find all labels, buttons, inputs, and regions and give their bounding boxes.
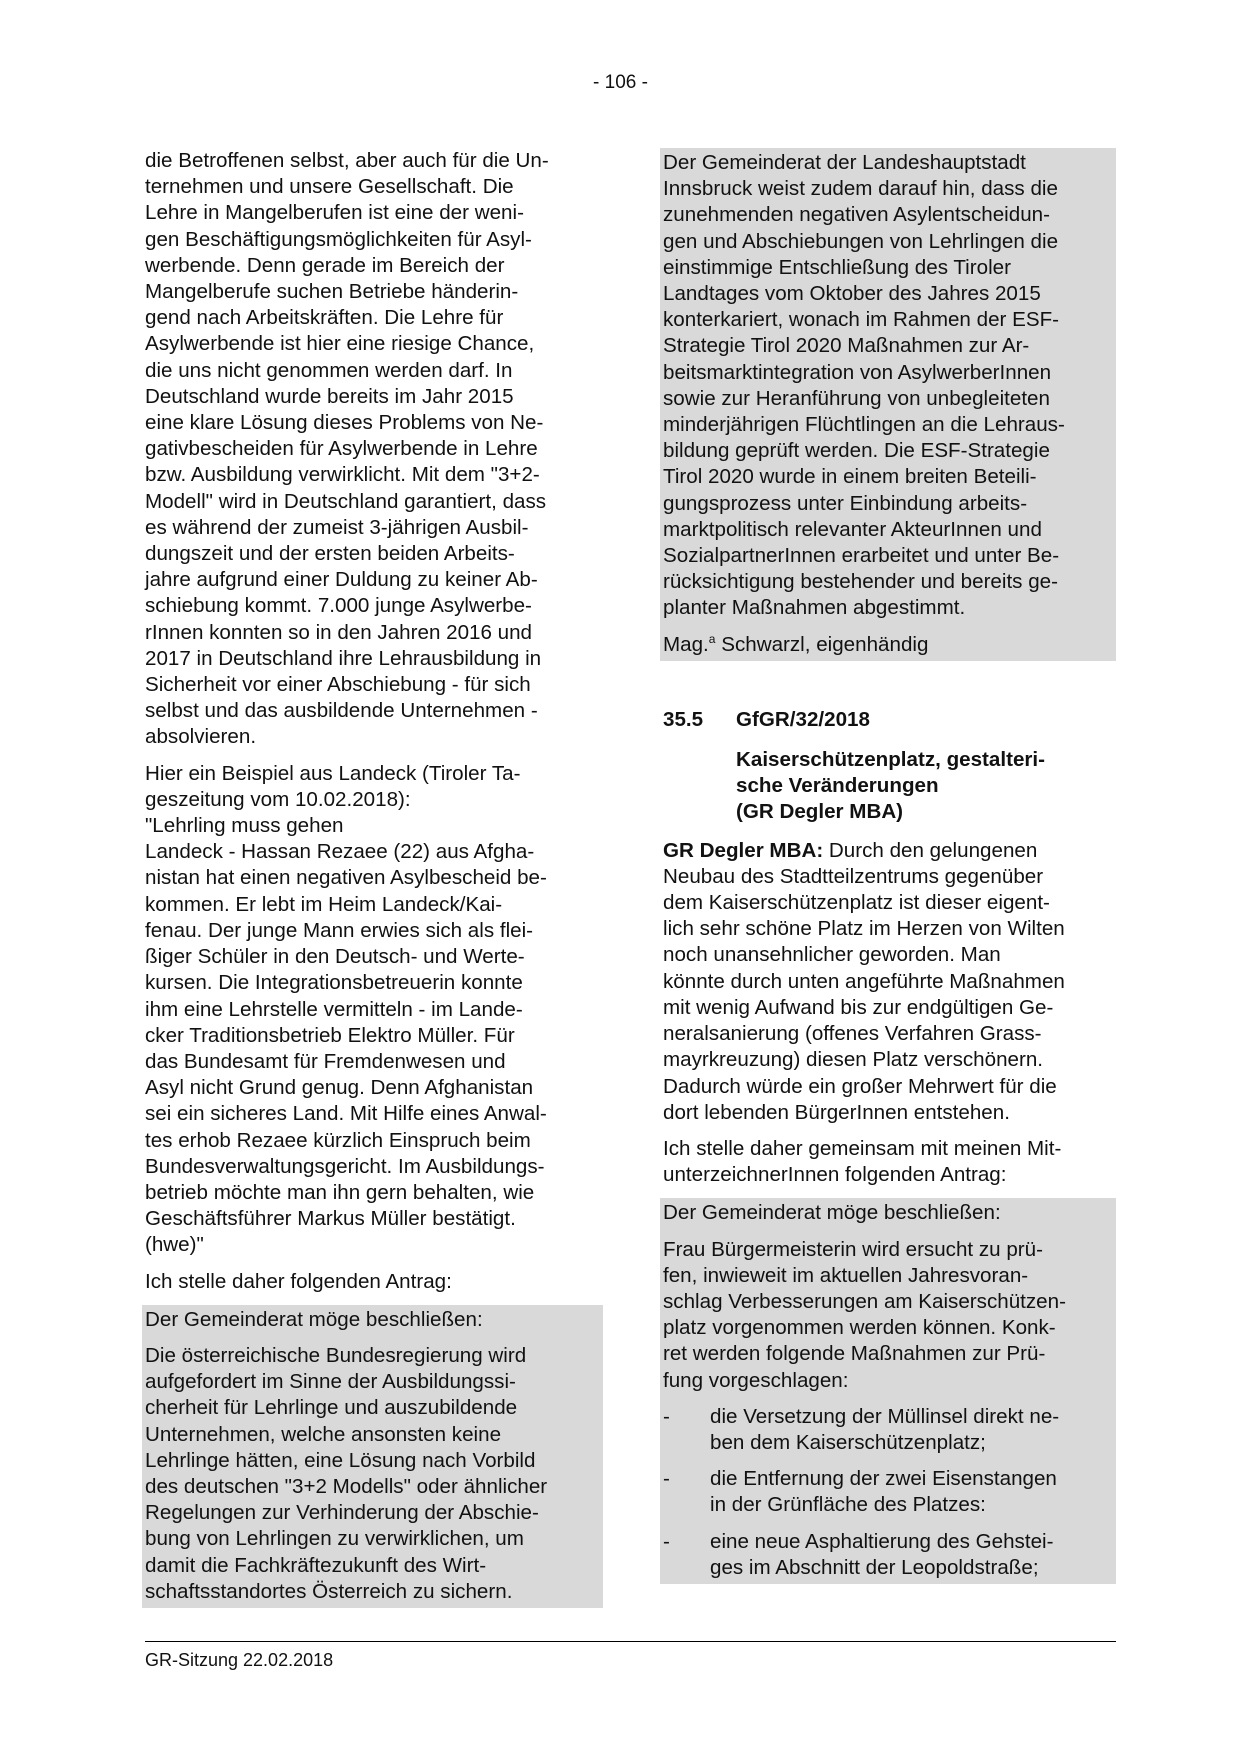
text-line: schlag Verbesserungen am Kaiserschützen-: [663, 1289, 1066, 1313]
text-line: Hier ein Beispiel aus Landeck (Tiroler Ta-: [145, 761, 521, 785]
text-line: cker Traditionsbetrieb Elektro Müller. Für: [145, 1023, 515, 1047]
signature: [663, 632, 1113, 658]
motion-intro: Der Gemeinderat möge beschließen:: [145, 1307, 483, 1331]
text-line: ternehmen und unsere Gesellschaft. Die: [145, 175, 514, 199]
text-line: kommen. Er lebt im Heim Landeck/Kai-: [145, 892, 503, 916]
motion-body: [145, 1343, 600, 1605]
signature-prefix: Mag.: [663, 632, 709, 656]
text-line: lich sehr schöne Platz im Herzen von Wilten: [663, 917, 1065, 941]
text-line: gend nach Arbeitskräften. Die Lehre für: [145, 306, 504, 330]
dash-bullet: -: [663, 1467, 670, 1491]
text-line: 2017 in Deutschland ihre Lehrausbildung in: [145, 646, 542, 670]
text-line: Landtages vom Oktober des Jahres 2015: [663, 282, 1041, 306]
text-line: gen Beschäftigungsmöglichkeiten für Asyl-: [145, 227, 532, 251]
footer-session-date: GR-Sitzung 22.02.2018: [145, 1650, 334, 1670]
text-line: gativbescheiden für Asylwerbende in Lehre: [145, 437, 538, 461]
text-line: Lehrlinge hätten, eine Lösung nach Vorbild: [145, 1448, 536, 1472]
text-line: ben dem Kaiserschützenplatz;: [710, 1430, 986, 1454]
list-item: [663, 1466, 1113, 1518]
text-line: dungszeit und der ersten beiden Arbeits-: [145, 542, 515, 566]
text-line: Strategie Tirol 2020 Maßnahmen zur Ar-: [663, 334, 1030, 358]
list-item: [663, 1404, 1113, 1456]
paragraph-example: [145, 761, 603, 1259]
list-item-text: [710, 1529, 1053, 1581]
signature-superscript: a: [708, 631, 716, 646]
text-line: in der Grünfläche des Platzes:: [710, 1493, 986, 1517]
agenda-item-subject: [736, 747, 1116, 826]
text-line: tes erhob Rezaee kürzlich Einspruch beim: [145, 1128, 531, 1152]
text-line: ret werden folgende Maßnahmen zur Prü-: [663, 1342, 1046, 1366]
text-line: gen und Abschiebungen von Lehrlingen die: [663, 229, 1059, 253]
list-item-text: [710, 1404, 1059, 1456]
request-line: Ich stelle daher folgenden Antrag:: [145, 1269, 452, 1293]
agenda-item-number: 35.5: [663, 707, 704, 731]
text-line: Lehre in Mangelberufen ist eine der weni-: [145, 201, 524, 225]
request-paragraph: [663, 1136, 1116, 1188]
dash-bullet: -: [663, 1529, 670, 1553]
text-line: Sicherheit vor einer Abschiebung - für sich: [145, 673, 531, 697]
text-line: Ich stelle daher gemeinsam mit meinen Mit-: [663, 1136, 1062, 1160]
text-line: Bundesverwaltungsgericht. Im Ausbildungs-: [145, 1154, 545, 1178]
list-item: [663, 1529, 1113, 1581]
text-line: Deutschland wurde bereits im Jahr 2015: [145, 384, 514, 408]
text-line: die Versetzung der Müllinsel direkt ne-: [710, 1404, 1060, 1428]
text-line: eine klare Lösung dieses Problems von Ne-: [145, 411, 544, 435]
text-line: die Entfernung der zwei Eisenstangen: [710, 1467, 1057, 1491]
text-line: es während der zumeist 3-jährigen Ausbil-: [145, 515, 529, 539]
text-line: werbende. Denn gerade im Bereich der: [145, 253, 505, 277]
text-line: minderjährigen Flüchtlingen an die Lehraus-: [663, 413, 1065, 437]
text-line: Modell" wird in Deutschland garantiert, dass: [145, 489, 547, 513]
text-line: des deutschen "3+2 Modells" oder ähnlicher: [145, 1474, 548, 1498]
text-line: [663, 838, 1116, 864]
text-line: Asyl nicht Grund genug. Denn Afghanistan: [145, 1076, 534, 1100]
agenda-item-code: GfGR/32/2018: [736, 707, 870, 731]
text-line: Unternehmen, welche ansonsten keine: [145, 1422, 502, 1446]
text-line: fen, inwieweit im aktuellen Jahresvoran-: [663, 1263, 1029, 1287]
text-line: neralsanierung (offenes Verfahren Grass-: [663, 1022, 1042, 1046]
text-line: mayrkreuzung) diesen Platz verschönern.: [663, 1048, 1044, 1072]
text-line: rInnen konnten so in den Jahren 2016 und: [145, 620, 533, 644]
text-line: gungsprozess unter Einbindung arbeits-: [663, 491, 1028, 515]
text-line: das Bundesamt für Fremdenwesen und: [145, 1049, 506, 1073]
text-line: selbst und das ausbildende Unternehmen -: [145, 699, 538, 723]
text-line: absolvieren.: [145, 725, 257, 749]
text-line: sche Veränderungen: [736, 774, 939, 798]
text-line: schaftsstandortes Österreich zu sichern.: [145, 1579, 513, 1603]
text-line: jahre aufgrund einer Duldung zu keiner Ab-: [145, 568, 538, 592]
text-line: "Lehrling muss gehen: [145, 814, 344, 838]
text-line: unterzeichnerInnen folgenden Antrag:: [663, 1163, 1007, 1187]
text-line: noch unansehnlicher geworden. Man: [663, 943, 1001, 967]
text-line: bung von Lehrlingen zu verwirklichen, um: [145, 1527, 524, 1551]
text-line: eine neue Asphaltierung des Gehstei-: [710, 1529, 1054, 1553]
statement-body: [663, 150, 1113, 622]
text-line: ges im Abschnitt der Leopoldstraße;: [710, 1555, 1039, 1579]
text-line: geszeitung vom 10.02.2018):: [145, 787, 411, 811]
text-line: Der Gemeinderat der Landeshauptstadt: [663, 151, 1026, 174]
text-line: beitsmarktintegration von AsylwerberInnen: [663, 360, 1052, 384]
text-line: fung vorgeschlagen:: [663, 1368, 849, 1392]
motion-block-left: [142, 1305, 603, 1608]
text-line: die uns nicht genommen werden darf. In: [145, 358, 513, 382]
shaded-statement: [660, 148, 1116, 661]
text-line: Frau Bürgermeisterin wird ersucht zu prü-: [663, 1237, 1043, 1261]
text-line: Asylwerbende ist hier eine riesige Chance,: [145, 332, 535, 356]
motion-intro: Der Gemeinderat möge beschließen:: [663, 1201, 1001, 1225]
text-line: aufgefordert im Sinne der Ausbildungssi-: [145, 1370, 516, 1394]
text-line: Tirol 2020 wurde in einem breiten Beteili-: [663, 465, 1037, 489]
speech-paragraph: [663, 838, 1116, 1126]
text-line: Neubau des Stadtteilzentrums gegenüber: [663, 864, 1044, 888]
text-line: die Betroffenen selbst, aber auch für die Un-: [145, 149, 549, 172]
text-line: Regelungen zur Verhinderung der Abschie-: [145, 1501, 539, 1525]
text-line: könnte durch unten angeführte Maßnahmen: [663, 969, 1065, 993]
footer-divider: [145, 1641, 1116, 1642]
text-line: einstimmige Entschließung des Tiroler: [663, 255, 1011, 279]
text-line: SozialpartnerInnen erarbeitet und unter Be-: [663, 544, 1060, 568]
text-line: sei ein sicheres Land. Mit Hilfe eines Anwal-: [145, 1102, 547, 1126]
text-line: konterkariert, wonach im Rahmen der ESF-: [663, 308, 1060, 332]
text-line: zunehmenden negativen Asylentscheidun-: [663, 203, 1050, 227]
motion-block-right: [660, 1198, 1116, 1584]
speaker-name: GR Degler MBA:: [663, 838, 824, 862]
text-line: Dadurch würde ein großer Mehrwert für die: [663, 1074, 1057, 1098]
list-item-text: [710, 1466, 1057, 1518]
text-line: damit die Fachkräftezukunft des Wirt-: [145, 1553, 487, 1577]
left-column: [145, 148, 603, 1608]
text-line: dort lebenden BürgerInnen entstehen.: [663, 1100, 1010, 1124]
text-line: Innsbruck weist zudem darauf hin, dass die: [663, 177, 1058, 201]
text-line: bildung geprüft werden. Die ESF-Strategie: [663, 439, 1050, 463]
text-line: (hwe)": [145, 1233, 204, 1257]
text-line: planter Maßnahmen abgestimmt.: [663, 596, 966, 620]
text-line: kursen. Die Integrationsbetreuerin konnte: [145, 971, 523, 995]
text-line: sowie zur Heranführung von unbegleiteten: [663, 386, 1050, 410]
text-line: Landeck - Hassan Rezaee (22) aus Afgha-: [145, 840, 535, 864]
agenda-item-heading: [663, 707, 1116, 733]
speech-start: Durch den gelungenen: [823, 838, 1038, 862]
dash-bullet: -: [663, 1404, 670, 1428]
text-line: betrieb möchte man ihn gern behalten, wie: [145, 1180, 535, 1204]
text-line: rücksichtigung bestehender und bereits ge-: [663, 570, 1058, 594]
text-line: dem Kaiserschützenplatz ist dieser eigent-: [663, 891, 1050, 915]
right-column: [663, 148, 1116, 1584]
text-line: fenau. Der junge Mann erwies sich als flei-: [145, 918, 534, 942]
text-line: cherheit für Lehrlinge und auszubildende: [145, 1396, 518, 1420]
paragraph-intro: [145, 148, 603, 751]
text-line: (GR Degler MBA): [736, 800, 904, 824]
text-line: ßiger Schüler in den Deutsch- und Werte-: [145, 945, 525, 969]
text-line: marktpolitisch relevanter AkteurInnen und: [663, 517, 1042, 541]
text-line: bzw. Ausbildung verwirklicht. Mit dem "3+2-: [145, 463, 540, 487]
text-line: Die österreichische Bundesregierung wird: [145, 1343, 527, 1367]
text-line: platz vorgenommen werden können. Konk-: [663, 1316, 1056, 1340]
signature-name: Schwarzl, eigenhändig: [715, 632, 929, 656]
text-line: ihm eine Lehrstelle vermitteln - im Lande-: [145, 997, 523, 1021]
text-line: mit wenig Aufwand bis zur endgültigen Ge-: [663, 995, 1054, 1019]
motion-body: [663, 1237, 1113, 1394]
text-line: Mangelberufe suchen Betriebe händerin-: [145, 280, 519, 304]
text-line: schiebung kommt. 7.000 junge Asylwerbe-: [145, 594, 532, 618]
page-number: - 106 -: [593, 72, 648, 93]
text-line: Kaiserschützenplatz, gestalteri-: [736, 748, 1045, 772]
text-line: nistan hat einen negativen Asylbescheid be-: [145, 866, 547, 890]
text-line: Geschäftsführer Markus Müller bestätigt.: [145, 1207, 516, 1231]
